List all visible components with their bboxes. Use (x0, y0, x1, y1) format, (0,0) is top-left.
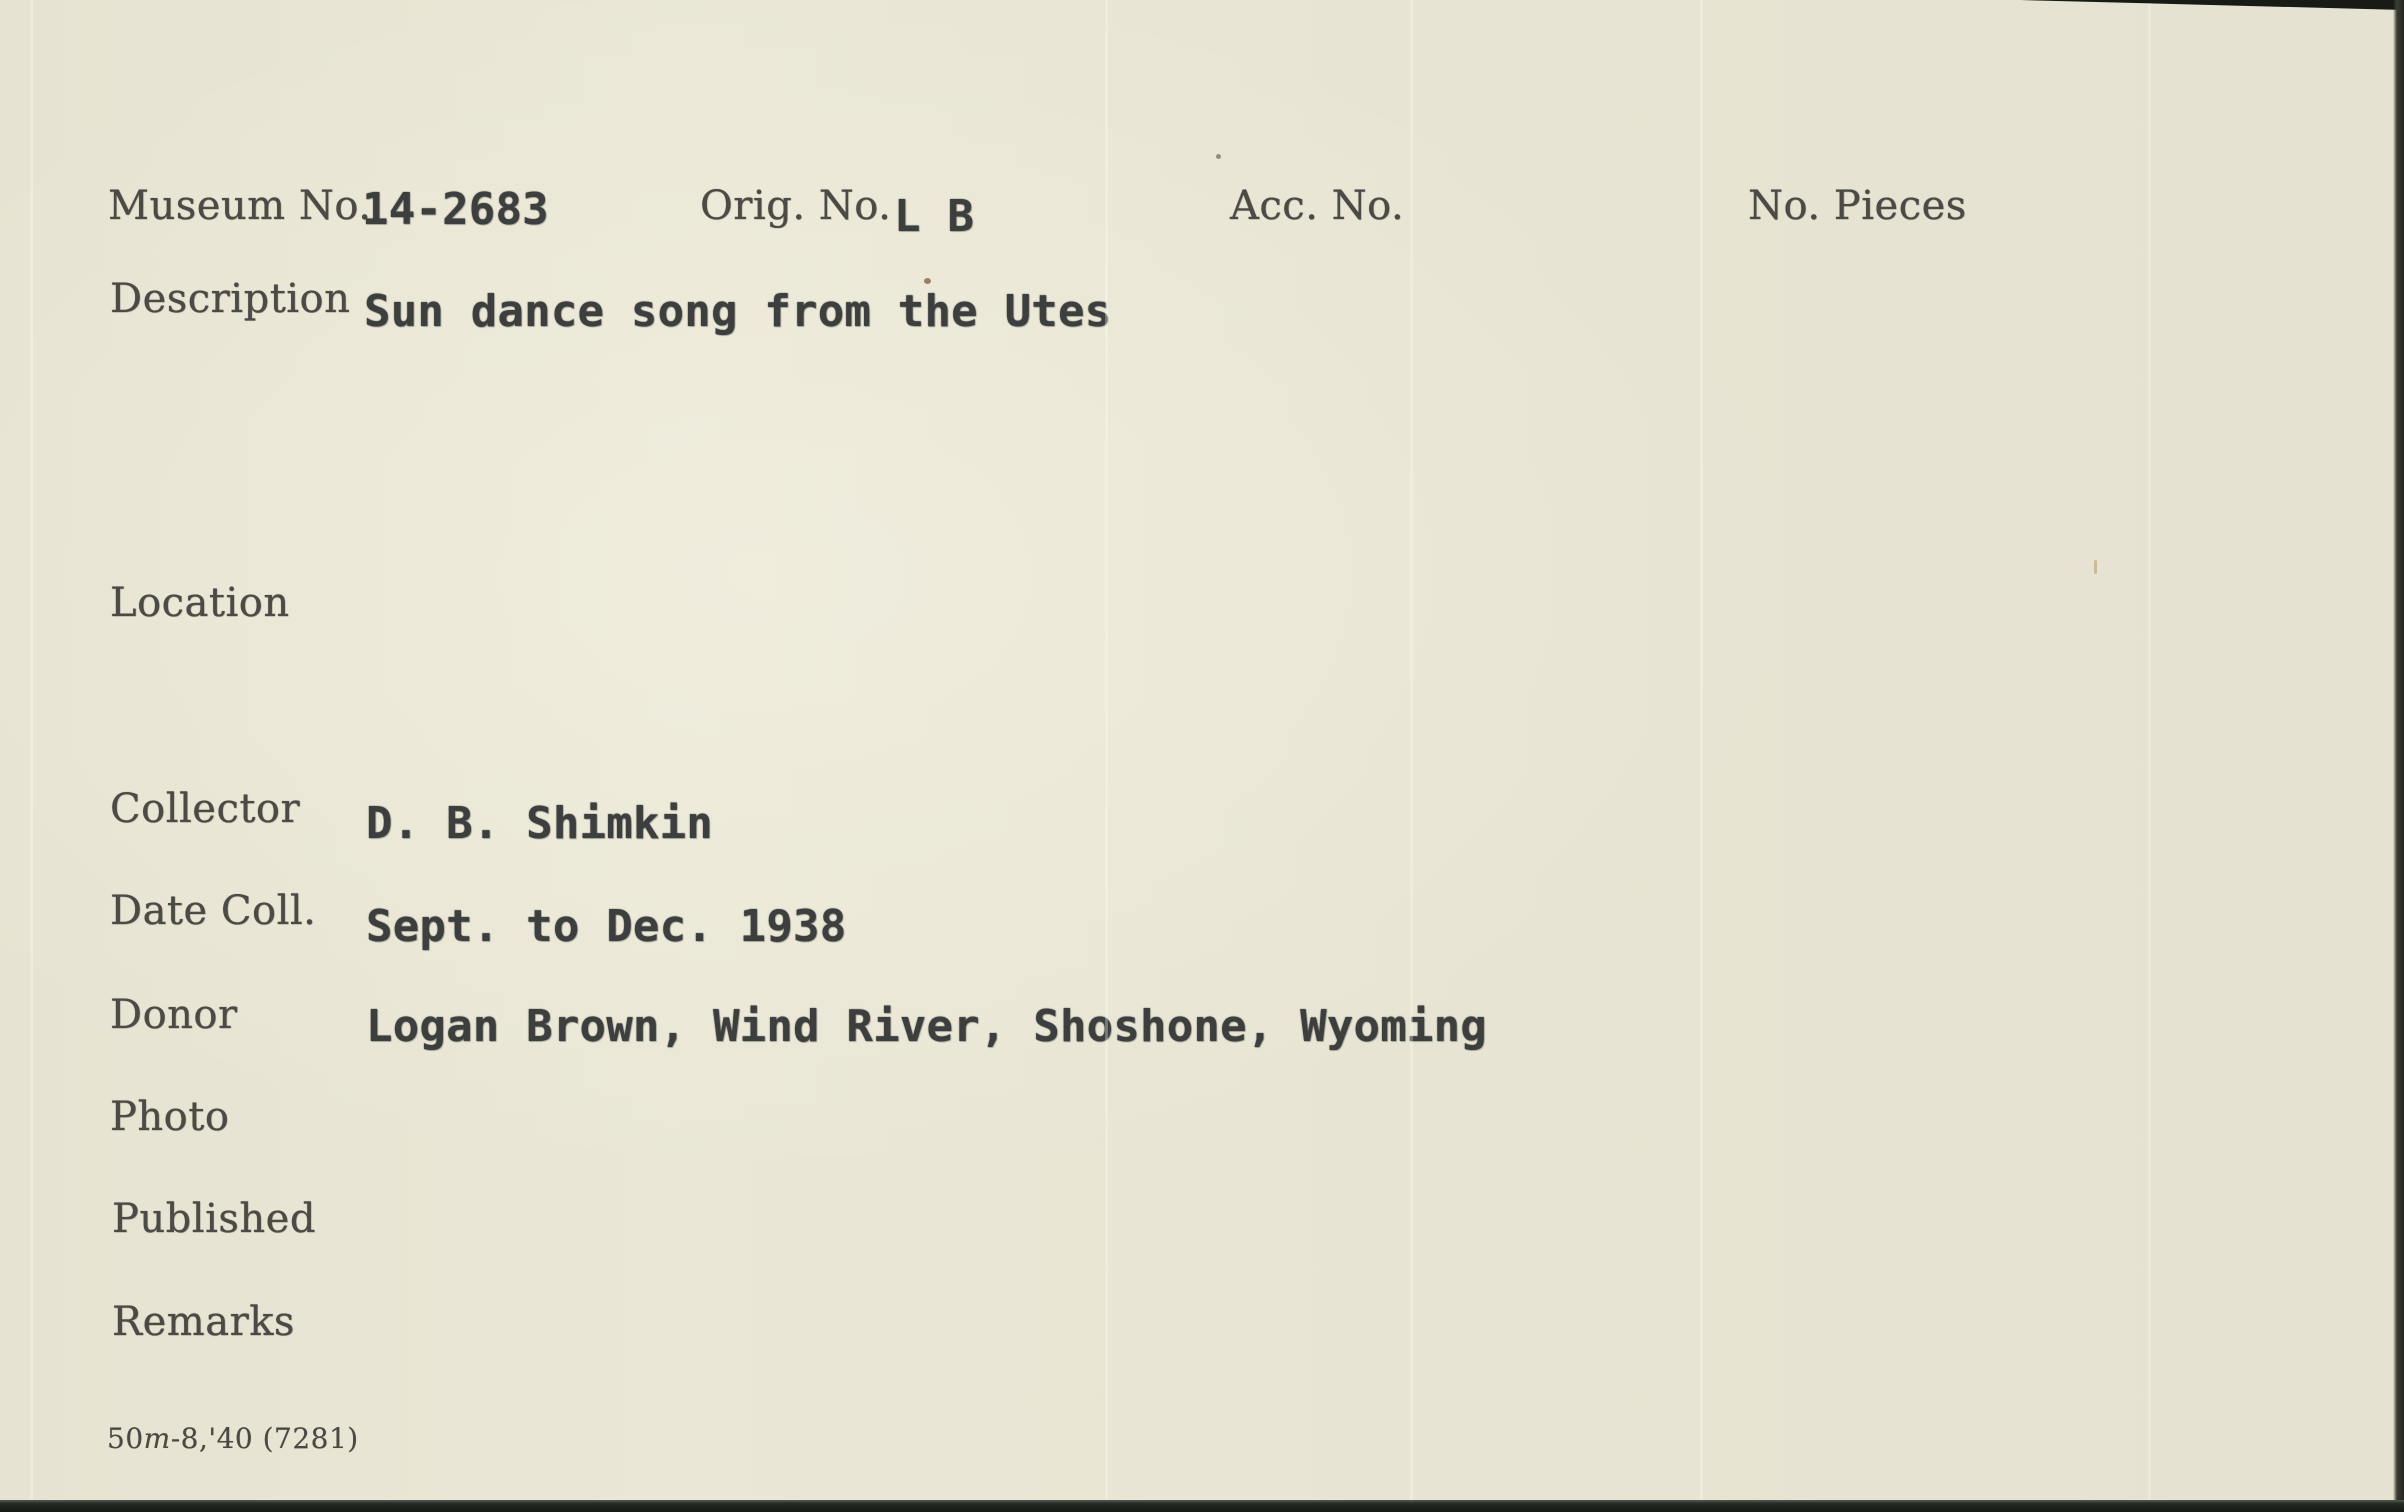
scan-edge-top-right (2020, 0, 2404, 10)
field-label-orig-no: Orig. No. (700, 183, 892, 229)
field-label-no-pieces: No. Pieces (1748, 183, 1967, 229)
print-code-prefix: 50 (107, 1422, 144, 1455)
field-label-photo: Photo (110, 1094, 230, 1140)
field-value-museum-no: 14-2683 (362, 184, 549, 235)
field-label-museum-no: Museum No. (108, 183, 372, 229)
scan-streak (1700, 0, 1703, 1500)
field-label-acc-no: Acc. No. (1230, 183, 1405, 229)
field-label-collector: Collector (110, 786, 301, 832)
field-label-donor: Donor (110, 992, 238, 1038)
scan-edge-bottom (0, 1500, 2404, 1512)
field-label-date-coll: Date Coll. (110, 888, 317, 934)
scan-streak (2148, 0, 2151, 1500)
field-label-remarks: Remarks (112, 1299, 295, 1345)
paper-speck (924, 278, 931, 284)
scan-edge-right (2393, 0, 2404, 1512)
print-code-suffix: -8,'40 (7281) (170, 1422, 359, 1455)
scan-streak (1410, 0, 1413, 1500)
field-label-description: Description (110, 276, 351, 322)
field-label-published: Published (112, 1196, 316, 1242)
paper-speck (2094, 560, 2097, 574)
field-value-description: Sun dance song from the Utes (364, 286, 1112, 337)
field-value-orig-no: L B (894, 191, 975, 242)
field-value-date-coll: Sept. to Dec. 1938 (366, 901, 847, 952)
field-label-location: Location (110, 580, 290, 626)
paper-speck (1216, 154, 1221, 159)
scan-streak (1105, 0, 1108, 1500)
print-code (107, 1424, 359, 1455)
field-value-donor: Logan Brown, Wind River, Shoshone, Wyoming (366, 1001, 1487, 1052)
field-value-collector: D. B. Shimkin (366, 798, 713, 849)
scan-streak (30, 0, 33, 1500)
print-code-italic: m (143, 1422, 171, 1455)
